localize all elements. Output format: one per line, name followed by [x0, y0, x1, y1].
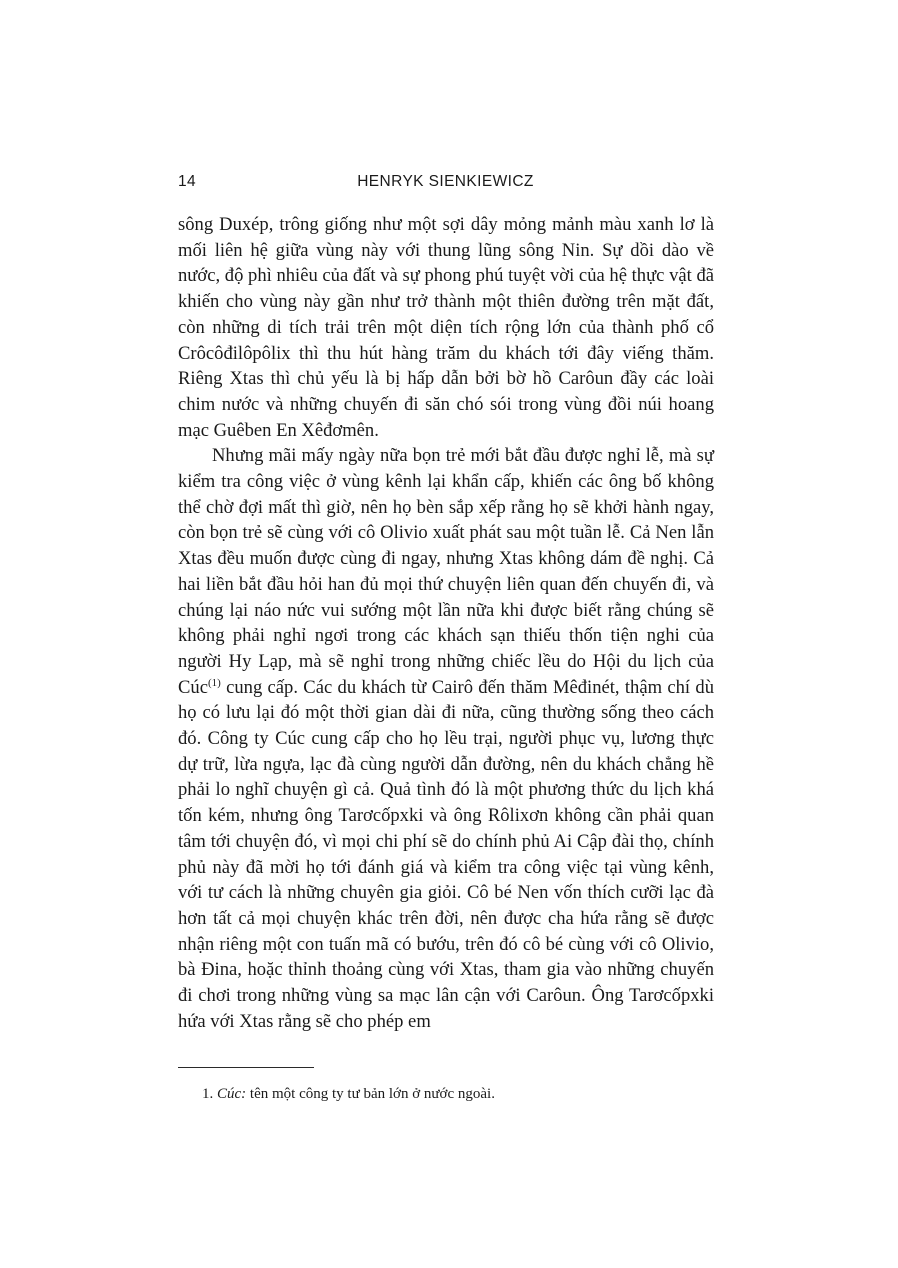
- running-header-author: HENRYK SIENKIEWICZ: [357, 173, 534, 190]
- page-number: 14: [178, 173, 197, 190]
- footnote-number: 1.: [202, 1086, 214, 1102]
- paragraph-2-part-2: cung cấp. Các du khách từ Cairô đến thăm Mêđinét, thậm chí dù họ có lưu lại đó một thời gian dài đi nữa, cũng thường sống theo cách đó. Công ty Cúc cung cấp cho họ lều trại, người phục vụ, lương thực dự trữ, lừa ngựa, lạc đà cùng người dẫn đường, nên du khách chẳng hề phải lo nghĩ chuyện gì cả. Quả tình đó là một phương thức du lịch khá tốn kém, nhưng ông Tarơcốpxki và ông Rôlixơn không cần phải quan tâm tới chuyện đó, vì mọi chi phí sẽ do chính phủ Ai Cập đài thọ, chính phủ này đã mời họ tới đánh giá và kiểm tra công việc tại vùng kênh, với tư cách là những chuyên gia giỏi. Cô bé Nen vốn thích cưỡi lạc đà hơn tất cả mọi chuyện khác trên đời, nên được cha hứa rằng sẽ được nhận riêng một con tuấn mã có bướu, trên đó cô bé cùng với cô Olivio, bà Đina, hoặc thỉnh thoảng cùng với Xtas, tham gia vào những chuyến đi chơi trong những vùng sa mạc lân cận với Carôun. Ông Tarơcốpxki hứa với Xtas rằng sẽ cho phép em: [178, 676, 714, 1032]
- footnote: [202, 1084, 712, 1104]
- footnote-term: Cúc:: [217, 1086, 247, 1102]
- footnote-text: tên một công ty tư bản lớn ở nước ngoài.: [246, 1086, 495, 1102]
- body-text: [178, 212, 714, 1035]
- paragraph-1: sông Duxép, trông giống như một sợi dây mỏng mảnh màu xanh lơ là mối liên hệ giữa vùng này với thung lũng sông Nin. Sự dồi dào về nước, độ phì nhiêu của đất và sự phong phú tuyệt vời của hệ thực vật đã khiến cho vùng này gần như trở thành một thiên đường trên mặt đất, còn những di tích trải trên một diện tích rộng lớn của thành phố cổ Crôcôđilôpôlix thì thu hút hàng trăm du khách tới đây viếng thăm. Riêng Xtas thì chủ yếu là bị hấp dẫn bởi bờ hồ Carôun đầy các loài chim nước và những chuyến đi săn chó sói trong vùng đồi núi hoang mạc Guêben En Xêđơmên.: [178, 214, 714, 441]
- paragraph-2-part-1: Nhưng mãi mấy ngày nữa bọn trẻ mới bắt đầu được nghỉ lễ, mà sự kiểm tra công việc ở vùng kênh lại khẩn cấp, khiến các ông bố không thể chờ đợi mất thì giờ, nên họ bèn sắp xếp rằng họ sẽ khởi hành ngay, còn bọn trẻ sẽ cùng với cô Olivio xuất phát sau một tuần lễ. Cả Nen lẫn Xtas đều muốn được cùng đi ngay, nhưng Xtas không dám đề nghị. Cả hai liền bắt đầu hỏi han đủ mọi thứ chuyện liên quan đến chuyến đi, và chúng lại náo nức vui sướng một lần nữa khi được biết rằng chúng sẽ không phải nghỉ ngơi trong các khách sạn thiếu thốn tiện nghi của người Hy Lạp, mà sẽ nghỉ trong những chiếc lều do Hội du lịch của Cúc: [178, 445, 714, 698]
- paragraph-2: [178, 443, 714, 1034]
- footnote-divider: [178, 1067, 314, 1068]
- footnote-reference: (1): [207, 676, 221, 689]
- running-header: [178, 173, 713, 197]
